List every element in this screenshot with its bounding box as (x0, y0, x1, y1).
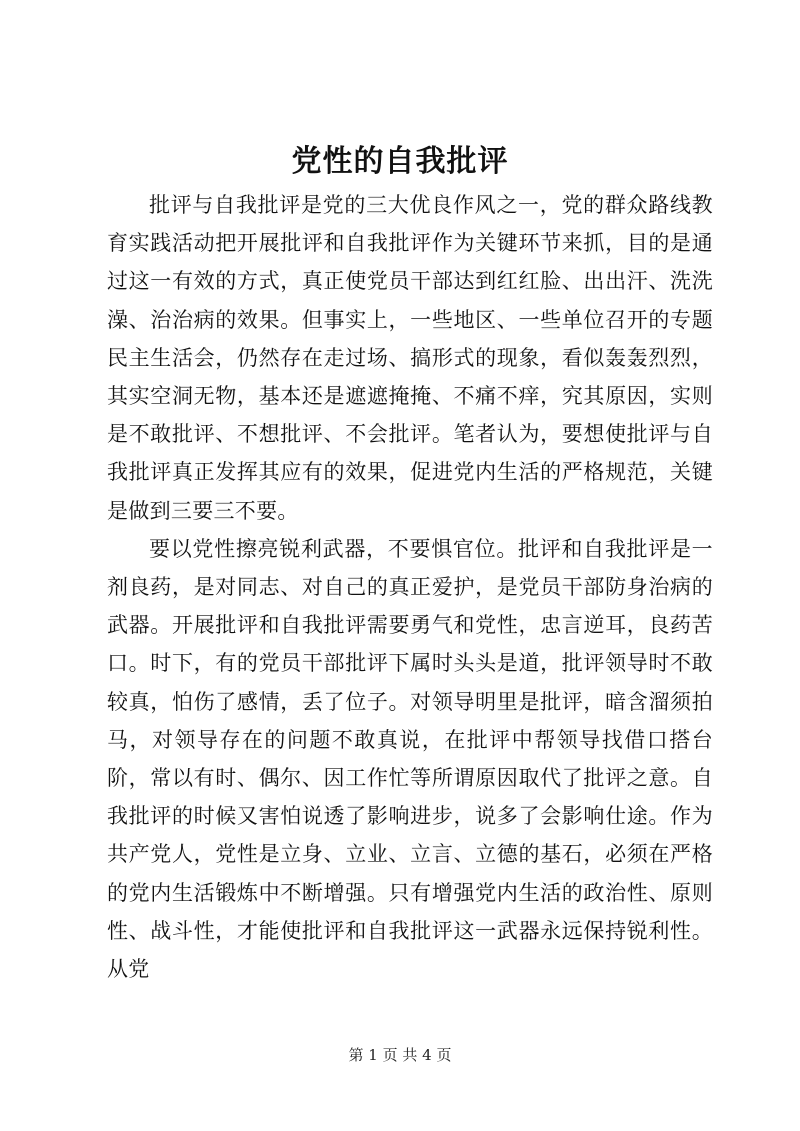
document-body (107, 186, 713, 988)
paragraph-2: 要以党性擦亮锐利武器，不要惧官位。批评和自我批评是一剂良药，是对同志、对自己的真正爱护，是党员干部防身治病的武器。开展批评和自我批评需要勇气和党性，忠言逆耳，良药苦口。时下，有的党员干部批评下属时头头是道，批评领导时不敢较真，怕伤了感情，丢了位子。对领导明里是批评，暗含溜须拍马，对领导存在的问题不敢真说，在批评中帮领导找借口搭台阶，常以有时、偶尔、因工作忙等所谓原因取代了批评之意。自我批评的时候又害怕说透了影响进步，说多了会影响仕途。作为共产党人，党性是立身、立业、立言、立德的基石，必须在严格的党内生活锻炼中不断增强。只有增强党内生活的政治性、原则性、战斗性，才能使批评和自我批评这一武器永远保持锐利性。从党 (107, 536, 713, 982)
page-number-footer: 第 1 页 共 4 页 (348, 1046, 452, 1064)
paragraph-1: 批评与自我批评是党的三大优良作风之一，党的群众路线教育实践活动把开展批评和自我批评作为关键环节来抓，目的是通过这一有效的方式，真正使党员干部达到红红脸、出出汗、洗洗澡、治治病的效果。但事实上，一些地区、一些单位召开的专题民主生活会，仍然存在走过场、搞形式的现象，看似轰轰烈烈，其实空洞无物，基本还是遮遮掩掩、不痛不痒，究其原因，实则是不敢批评、不想批评、不会批评。笔者认为，要想使批评与自我批评真正发挥其应有的效果，促进党内生活的严格规范，关键是做到三要三不要。 (107, 193, 713, 523)
document-title: 党性的自我批评 (291, 144, 509, 179)
